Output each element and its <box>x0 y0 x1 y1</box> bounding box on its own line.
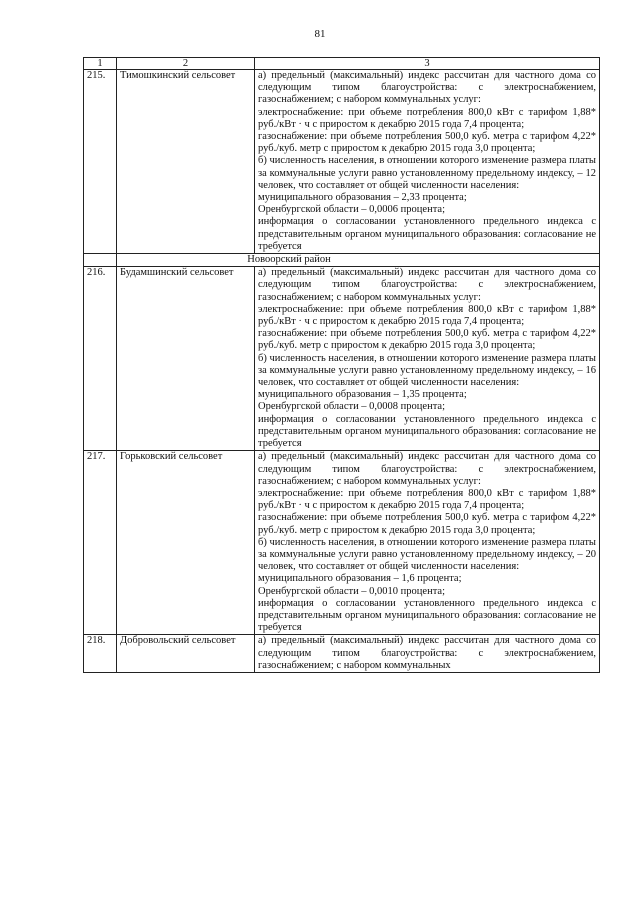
table-row <box>84 267 600 451</box>
row-description <box>255 635 600 673</box>
row-description <box>255 451 600 635</box>
description-line: б) численность населения, в отношении которого изменение размера платы за коммунальные услуги равно установленному предельному индексу, – 12 человек, что составляет от общей численности населения: <box>258 155 596 191</box>
description-line: электроснабжение: при объеме потребления 800,0 кВт с тарифом 1,88* руб./кВт · ч с приростом к декабрю 2015 года 7,4 процента; <box>258 106 596 130</box>
row-number: 216. <box>84 267 117 451</box>
description-line: Оренбургской области – 0,0006 процента; <box>258 204 445 216</box>
description-line: информация о согласовании установленного предельного индекса с представительным органом муниципального образования: согласование не требуется <box>258 597 596 634</box>
header-col-3: 3 <box>255 58 600 70</box>
table-header-row <box>84 58 600 70</box>
row-description <box>255 70 600 254</box>
settlement-name: Горьковский сельсовет <box>117 451 255 635</box>
settlement-name: Добровольский сельсовет <box>117 635 255 673</box>
description-line: газоснабжение: при объеме потребления 500,0 куб. метра с тарифом 4,22* руб./куб. метр с приростом к декабрю 2015 года 3,0 процента; <box>258 512 596 536</box>
description-line: а) предельный (максимальный) индекс рассчитан для частного дома со следующим типом благоустройства: с электроснабжением, газоснабжением; с набором коммунальных услуг: <box>258 451 596 487</box>
description-line: муниципального образования – 2,33 процента; <box>258 192 467 204</box>
row-number: 218. <box>84 635 117 673</box>
description-line: б) численность населения, в отношении которого изменение размера платы за коммунальные услуги равно установленному предельному индексу, – 16 человек, что составляет от общей численности населения: <box>258 352 596 389</box>
row-description <box>255 267 600 451</box>
description-line: электроснабжение: при объеме потребления 800,0 кВт с тарифом 1,88* руб./кВт · ч с приростом к декабрю 2015 года 7,4 процента; <box>258 303 596 328</box>
description-line: муниципального образования – 1,6 процента; <box>258 573 462 585</box>
description-line: газоснабжение: при объеме потребления 500,0 куб. метра с тарифом 4,22* руб./куб. метр с приростом к декабрю 2015 года 3,0 процента; <box>258 131 596 155</box>
description-line: электроснабжение: при объеме потребления 800,0 кВт с тарифом 1,88* руб./кВт · ч с приростом к декабрю 2015 года 7,4 процента; <box>258 487 596 512</box>
table-row <box>84 451 600 635</box>
region-name <box>117 254 600 267</box>
description-line: Оренбургской области – 0,0010 процента; <box>258 585 445 597</box>
description-line: информация о согласовании установленного предельного индекса с представительным органом муниципального образования: согласование не требуется <box>258 216 596 252</box>
tariff-index-table <box>83 57 600 673</box>
settlement-name: Будамшинский сельсовет <box>117 267 255 451</box>
region-spacer <box>84 254 117 267</box>
description-line: а) предельный (максимальный) индекс рассчитан для частного дома со следующим типом благоустройства: с электроснабжением, газоснабжением; с набором коммунальных услуг: <box>258 70 596 106</box>
table-row <box>84 70 600 254</box>
description-line: муниципального образования – 1,35 процента; <box>258 389 467 401</box>
description-line: а) предельный (максимальный) индекс рассчитан для частного дома со следующим типом благоустройства: с электроснабжением, газоснабжением; с набором коммунальных <box>258 635 596 671</box>
row-number: 215. <box>84 70 117 254</box>
description-line: газоснабжение: при объеме потребления 500,0 куб. метра с тарифом 4,22* руб./куб. метр с приростом к декабрю 2015 года 3,0 процента; <box>258 328 596 352</box>
row-number: 217. <box>84 451 117 635</box>
description-line: информация о согласовании установленного предельного индекса с представительным органом муниципального образования: согласование не требуется <box>258 413 596 450</box>
page-number: 81 <box>314 28 326 40</box>
table-body <box>84 58 600 673</box>
region-row <box>84 254 600 267</box>
region-label: Новоорский район <box>247 254 331 266</box>
settlement-name: Тимошкинский сельсовет <box>117 70 255 254</box>
table-row <box>84 635 600 673</box>
description-line: Оренбургской области – 0,0008 процента; <box>258 401 445 413</box>
description-line: б) численность населения, в отношении которого изменение размера платы за коммунальные услуги равно установленному предельному индексу, – 20 человек, что составляет от общей численности населения: <box>258 536 596 573</box>
header-col-2: 2 <box>117 58 255 70</box>
header-col-1: 1 <box>84 58 117 70</box>
description-line: а) предельный (максимальный) индекс рассчитан для частного дома со следующим типом благоустройства: с электроснабжением, газоснабжением; с набором коммунальных услуг: <box>258 267 596 303</box>
